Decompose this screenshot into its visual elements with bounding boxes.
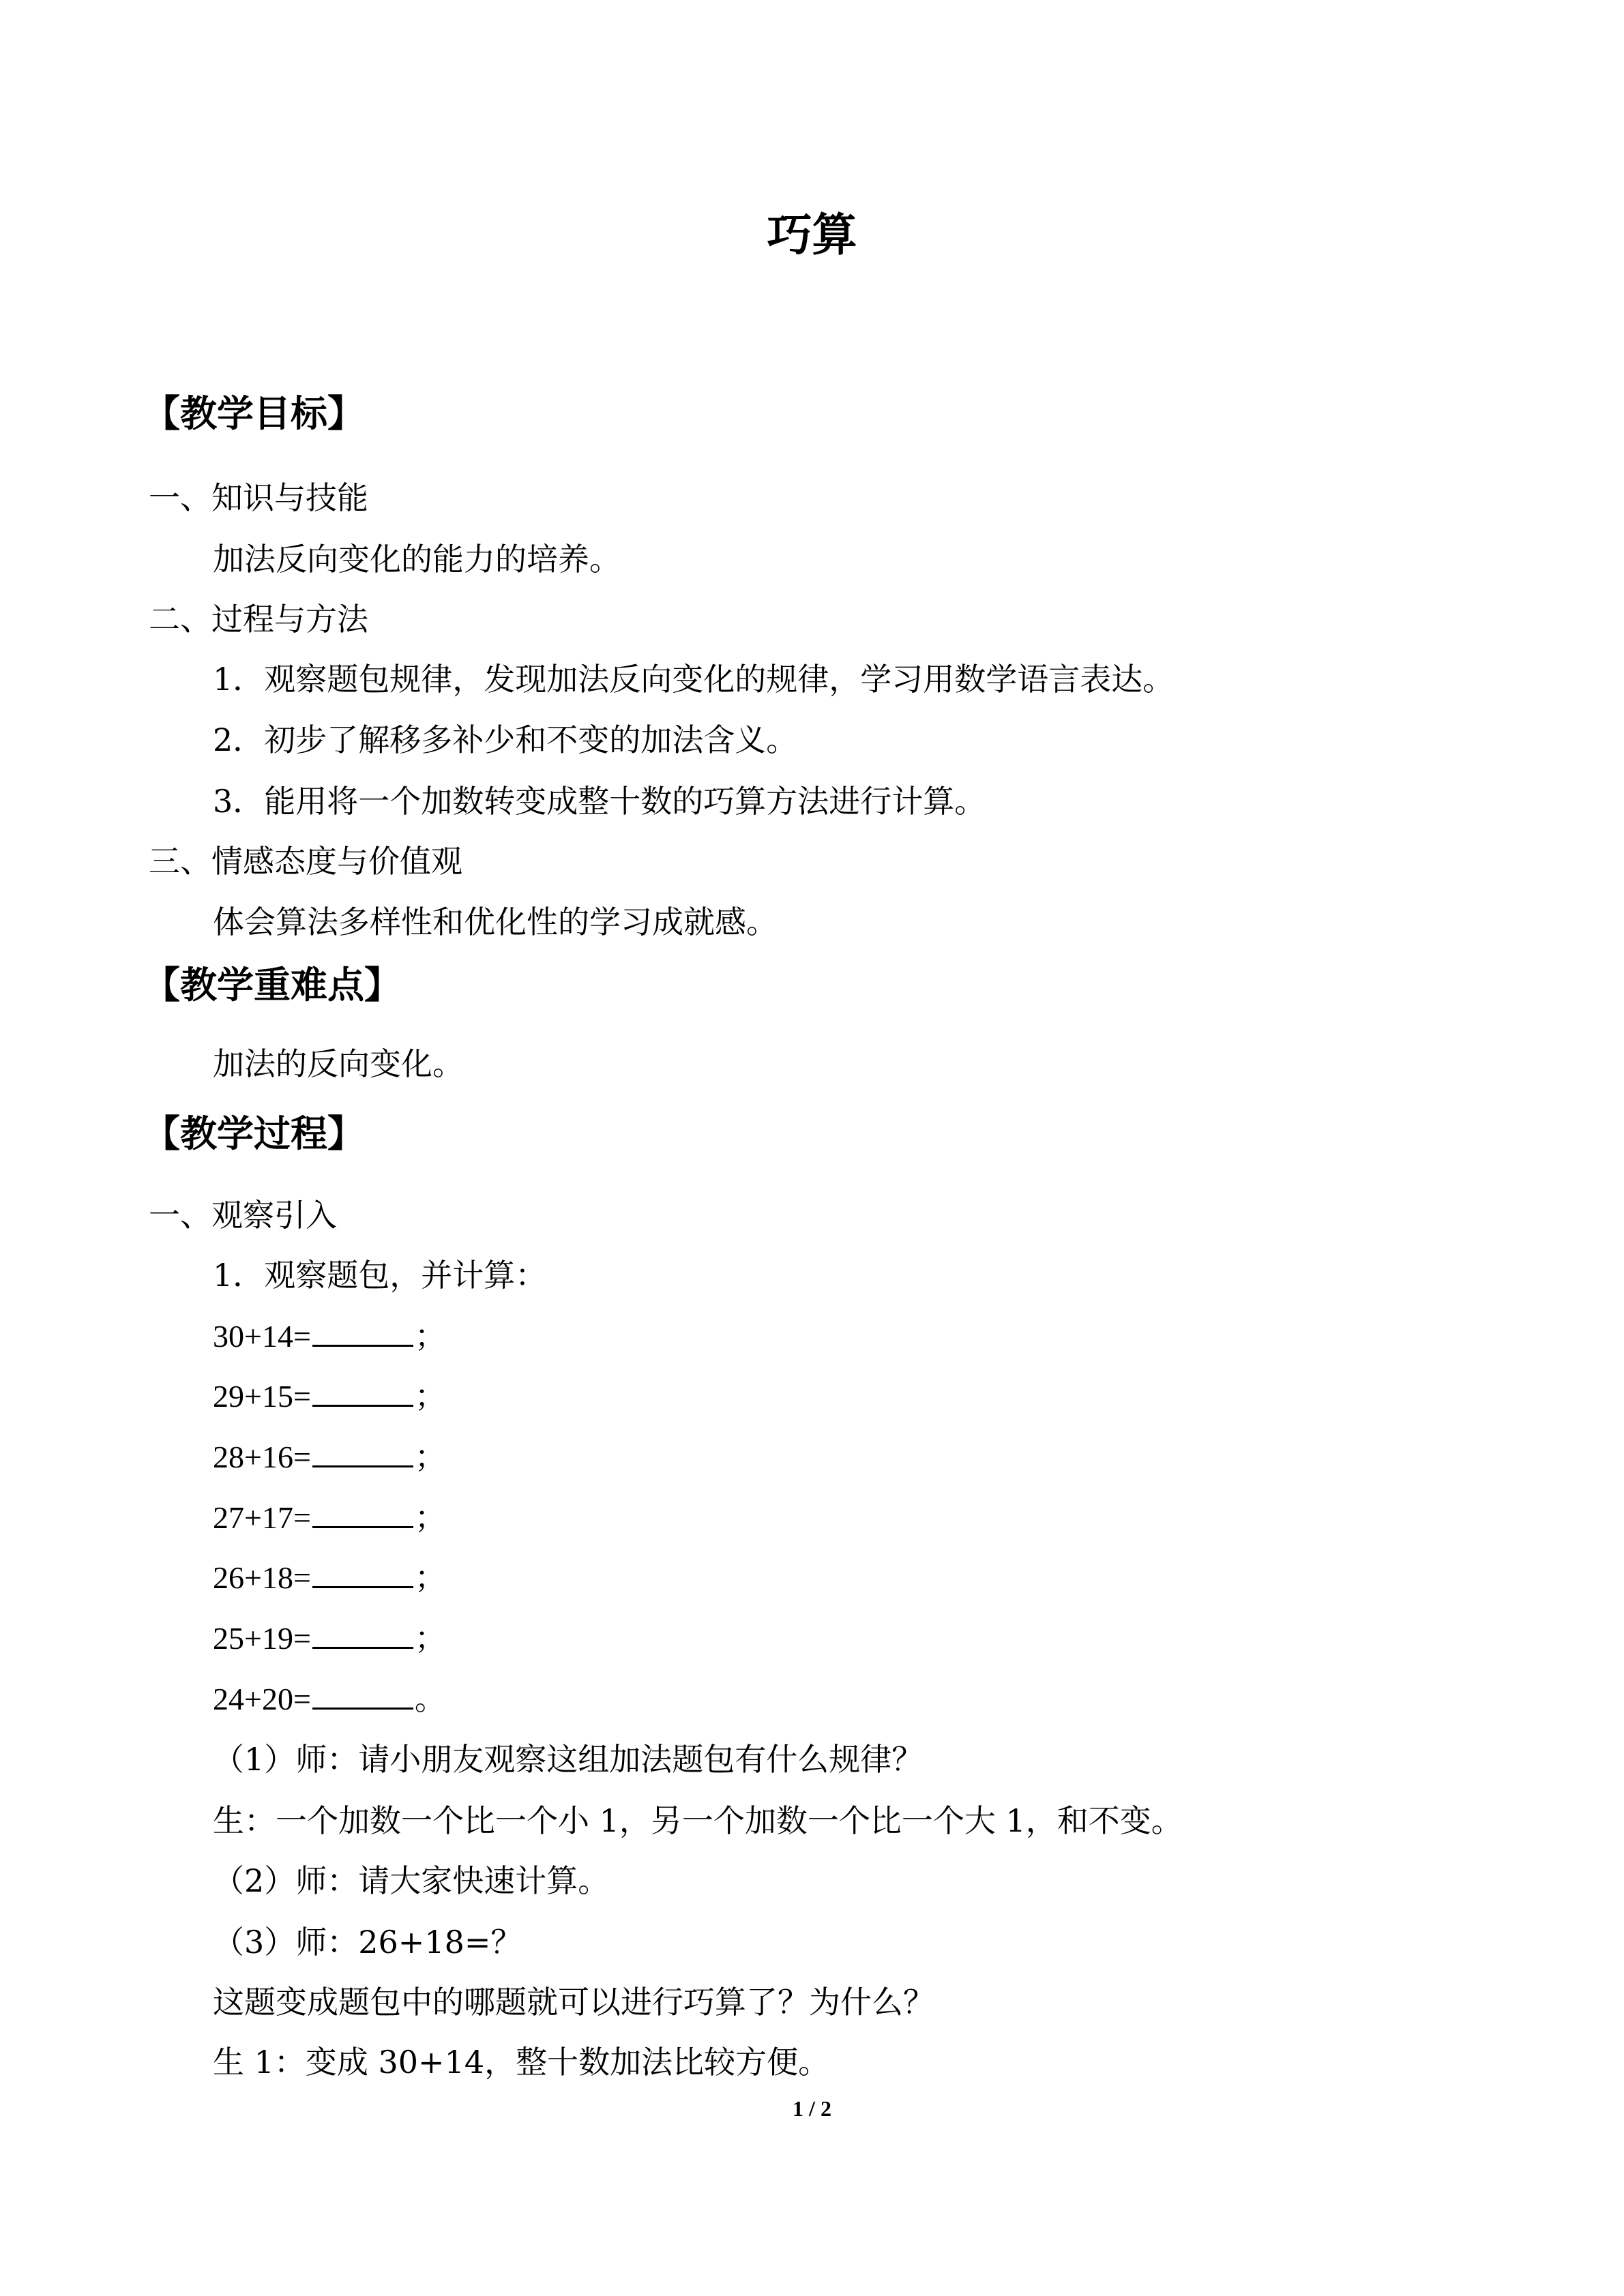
problem-row [213,1497,446,1538]
process-step-1-instruction: 1．观察题包，并计算： [213,1257,547,1294]
dialogue-line: 生 1：变成 30+14，整十数加法比较方便。 [213,2044,830,2081]
problem-end-mark: ； [414,1379,446,1414]
dialogue-line: 生：一个加数一个比一个小 1，另一个加数一个比一个大 1，和不变。 [213,1802,1183,1839]
answer-blank [312,1376,413,1407]
problem-row [213,1437,446,1478]
problem-expression: 29+15= [213,1379,311,1414]
key-points-text: 加法的反向变化。 [213,1045,464,1082]
answer-blank [312,1316,413,1347]
page-title: 巧算 [767,209,857,261]
answer-blank [312,1437,413,1467]
objective-process-point-2: 2．初步了解移多补少和不变的加法含义。 [213,721,798,758]
problem-expression: 26+18= [213,1560,311,1595]
process-step-1-title: 一、观察引入 [149,1197,337,1234]
objective-process-point-1: 1．观察题包规律，发现加法反向变化的规律，学习用数学语言表达。 [213,661,1175,698]
answer-blank [312,1679,413,1710]
objective-knowledge-title: 一、知识与技能 [149,479,368,516]
objective-emotion-text: 体会算法多样性和优化性的学习成就感。 [213,904,778,940]
problem-row [213,1679,446,1720]
objective-process-point-3: 3．能用将一个加数转变成整十数的巧算方法进行计算。 [213,783,986,820]
heading-teaching-process: 【教学过程】 [143,1112,364,1155]
problem-end-mark: ； [414,1560,446,1595]
problem-expression: 27+17= [213,1500,311,1535]
problem-row [213,1376,446,1417]
problem-row [213,1618,446,1659]
dialogue-line: （2）师：请大家快速计算。 [213,1862,610,1899]
problem-end-mark: ； [414,1440,446,1474]
answer-blank [312,1618,413,1649]
problem-end-mark: ； [414,1500,446,1535]
objective-knowledge-text: 加法反向变化的能力的培养。 [213,541,621,578]
problem-end-mark: 。 [414,1682,446,1716]
problem-expression: 30+14= [213,1319,311,1354]
problem-end-mark: ； [414,1319,446,1354]
problem-expression: 24+20= [213,1682,311,1716]
answer-blank [312,1557,413,1588]
heading-teaching-objectives: 【教学目标】 [143,392,364,435]
heading-key-points: 【教学重难点】 [143,964,401,1007]
problem-expression: 25+19= [213,1621,311,1656]
page-number: 1 / 2 [793,2096,831,2121]
problem-end-mark: ； [414,1621,446,1656]
dialogue-line: 这题变成题包中的哪题就可以进行巧算了？为什么？ [213,1984,934,2021]
problem-expression: 28+16= [213,1440,311,1474]
dialogue-line: （3）师：26+18=？ [213,1924,522,1960]
objective-emotion-title: 三、情感态度与价值观 [149,843,462,880]
problem-row [213,1316,446,1357]
dialogue-line: （1）师：请小朋友观察这组加法题包有什么规律？ [213,1741,924,1778]
answer-blank [312,1497,413,1528]
problem-row [213,1557,446,1598]
objective-process-title: 二、过程与方法 [149,601,368,638]
